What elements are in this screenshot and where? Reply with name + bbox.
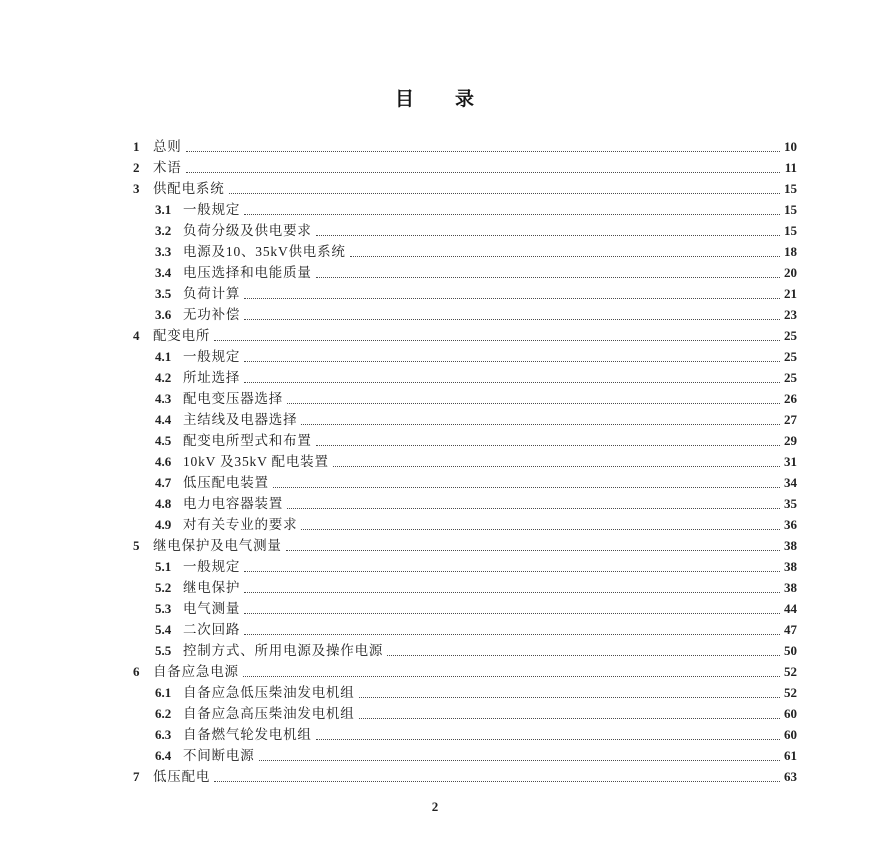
toc-entry-page: 15 [784, 202, 797, 217]
dotted-leader [287, 508, 780, 509]
toc-entry-label: 总则 [153, 139, 182, 154]
toc-entry-page: 60 [784, 727, 797, 742]
toc-entry-page: 38 [784, 580, 797, 595]
toc-entry-label: 自备应急高压柴油发电机组 [183, 706, 355, 721]
toc-entry-label: 电气测量 [183, 601, 241, 616]
toc-entry-page: 38 [784, 559, 797, 574]
toc-entry-label: 不间断电源 [183, 748, 255, 763]
toc-entry-page: 25 [784, 328, 797, 343]
toc-entry [133, 661, 797, 682]
toc-entry [133, 493, 797, 514]
toc-entry-label: 配变电所型式和布置 [183, 433, 312, 448]
toc-entry-page: 10 [784, 139, 797, 154]
toc-entry [133, 556, 797, 577]
toc-entry-label: 继电保护 [183, 580, 241, 595]
toc-entry-page: 61 [784, 748, 797, 763]
toc-entry [133, 346, 797, 367]
dotted-leader [286, 550, 780, 551]
toc-entry [133, 262, 797, 283]
toc-entry-number: 4.3 [155, 391, 172, 406]
toc-entry [133, 199, 797, 220]
toc-entry-page: 52 [784, 664, 797, 679]
toc-entry [133, 619, 797, 640]
toc-entry-label: 二次回路 [183, 622, 241, 637]
dotted-leader [316, 445, 780, 446]
dotted-leader [244, 361, 780, 362]
dotted-leader [333, 466, 780, 467]
toc-entry-page: 25 [784, 349, 797, 364]
toc-entry [133, 598, 797, 619]
dotted-leader [287, 403, 780, 404]
toc-entry-page: 26 [784, 391, 797, 406]
toc-entry-label: 低压配电 [153, 769, 211, 784]
toc-entry-number: 5.1 [155, 559, 172, 574]
toc-entry [133, 745, 797, 766]
dotted-leader [229, 193, 781, 194]
dotted-leader [244, 382, 780, 383]
dotted-leader [244, 298, 780, 299]
dotted-leader [350, 256, 780, 257]
dotted-leader [243, 676, 780, 677]
toc-entry [133, 577, 797, 598]
toc-entry-page: 44 [784, 601, 797, 616]
toc-entry-label: 术语 [153, 160, 182, 175]
toc-entry-page: 52 [784, 685, 797, 700]
toc-entry-number: 3.1 [155, 202, 172, 217]
dotted-leader [387, 655, 780, 656]
toc-entry-number: 4.2 [155, 370, 172, 385]
toc-entry-number: 3.2 [155, 223, 172, 238]
toc-entry-number: 4.6 [155, 454, 172, 469]
dotted-leader [316, 277, 780, 278]
dotted-leader [214, 781, 780, 782]
dotted-leader [359, 697, 780, 698]
dotted-leader [301, 424, 780, 425]
toc-entry-number: 6 [133, 664, 140, 679]
dotted-leader [244, 613, 780, 614]
toc-list [133, 136, 797, 787]
toc-entry [133, 241, 797, 262]
toc-entry-label: 控制方式、所用电源及操作电源 [183, 643, 384, 658]
toc-entry-label: 对有关专业的要求 [183, 517, 298, 532]
toc-entry [133, 766, 797, 787]
toc-entry-label: 无功补偿 [183, 307, 241, 322]
toc-entry-page: 29 [784, 433, 797, 448]
dotted-leader [359, 718, 780, 719]
toc-entry [133, 682, 797, 703]
toc-entry-page: 27 [784, 412, 797, 427]
toc-entry [133, 472, 797, 493]
toc-entry-page: 35 [784, 496, 797, 511]
dotted-leader [186, 172, 780, 173]
toc-entry-page: 23 [784, 307, 797, 322]
toc-entry-label: 配变电所 [153, 328, 211, 343]
toc-entry-number: 3.5 [155, 286, 172, 301]
dotted-leader [186, 151, 780, 152]
toc-entry [133, 367, 797, 388]
toc-entry [133, 640, 797, 661]
dotted-leader [316, 739, 780, 740]
toc-entry-number: 5.5 [155, 643, 172, 658]
toc-entry-number: 5.3 [155, 601, 172, 616]
toc-entry [133, 220, 797, 241]
toc-entry-label: 电压选择和电能质量 [183, 265, 312, 280]
toc-entry-number: 2 [133, 160, 140, 175]
toc-entry-page: 36 [784, 517, 797, 532]
toc-entry-number: 4.5 [155, 433, 172, 448]
toc-entry-number: 6.2 [155, 706, 172, 721]
toc-entry-page: 20 [784, 265, 797, 280]
toc-entry-page: 25 [784, 370, 797, 385]
toc-entry-page: 38 [784, 538, 797, 553]
toc-entry [133, 430, 797, 451]
toc-entry-label: 一般规定 [183, 202, 241, 217]
toc-entry [133, 724, 797, 745]
toc-entry-page: 21 [784, 286, 797, 301]
toc-entry-label: 电源及10、35kV供电系统 [183, 244, 346, 259]
toc-entry-number: 4.4 [155, 412, 172, 427]
dotted-leader [259, 760, 781, 761]
toc-entry-number: 4.7 [155, 475, 172, 490]
toc-entry [133, 304, 797, 325]
toc-entry-label: 自备应急电源 [153, 664, 239, 679]
toc-entry-number: 5.4 [155, 622, 172, 637]
toc-entry-label: 所址选择 [183, 370, 241, 385]
dotted-leader [273, 487, 780, 488]
toc-entry-number: 5.2 [155, 580, 172, 595]
toc-entry-label: 一般规定 [183, 559, 241, 574]
toc-entry [133, 388, 797, 409]
page-number: 2 [431, 799, 439, 814]
toc-entry-label: 主结线及电器选择 [183, 412, 298, 427]
toc-entry-number: 3 [133, 181, 140, 196]
toc-entry-label: 电力电容器装置 [183, 496, 284, 511]
toc-entry-number: 3.6 [155, 307, 172, 322]
toc-entry [133, 283, 797, 304]
toc-entry [133, 136, 797, 157]
toc-entry-label: 负荷分级及供电要求 [183, 223, 312, 238]
toc-entry-page: 34 [784, 475, 797, 490]
dotted-leader [244, 571, 780, 572]
toc-entry-label: 自备应急低压柴油发电机组 [183, 685, 355, 700]
toc-entry-label: 自备燃气轮发电机组 [183, 727, 312, 742]
toc-entry-number: 4.1 [155, 349, 172, 364]
dotted-leader [244, 319, 780, 320]
toc-entry [133, 451, 797, 472]
dotted-leader [244, 634, 780, 635]
toc-entry-label: 低压配电装置 [183, 475, 269, 490]
toc-entry-label: 10kV 及35kV 配电装置 [183, 454, 329, 469]
toc-entry-number: 4.9 [155, 517, 172, 532]
toc-entry [133, 178, 797, 199]
toc-entry [133, 157, 797, 178]
toc-entry-label: 供配电系统 [153, 181, 225, 196]
toc-entry-label: 负荷计算 [183, 286, 241, 301]
dotted-leader [214, 340, 780, 341]
dotted-leader [301, 529, 780, 530]
toc-entry-number: 7 [133, 769, 140, 784]
toc-entry-page: 31 [784, 454, 797, 469]
toc-entry-page: 47 [784, 622, 797, 637]
toc-entry [133, 325, 797, 346]
dotted-leader [316, 235, 780, 236]
toc-entry-page: 63 [784, 769, 797, 784]
toc-title: 目 录 [394, 89, 475, 110]
toc-entry-label: 一般规定 [183, 349, 241, 364]
toc-entry-number: 3.4 [155, 265, 172, 280]
toc-entry-number: 1 [133, 139, 140, 154]
toc-entry-number: 5 [133, 538, 140, 553]
toc-entry-number: 6.4 [155, 748, 172, 763]
toc-entry [133, 514, 797, 535]
toc-entry-page: 15 [784, 223, 797, 238]
toc-entry-page: 60 [784, 706, 797, 721]
toc-entry-page: 11 [784, 160, 797, 175]
toc-entry-number: 4.8 [155, 496, 172, 511]
toc-entry [133, 703, 797, 724]
toc-entry [133, 409, 797, 430]
toc-entry-label: 配电变压器选择 [183, 391, 284, 406]
toc-entry-number: 6.3 [155, 727, 172, 742]
dotted-leader [244, 214, 780, 215]
toc-entry-number: 6.1 [155, 685, 172, 700]
dotted-leader [244, 592, 780, 593]
toc-entry-page: 50 [784, 643, 797, 658]
toc-entry-label: 继电保护及电气测量 [153, 538, 282, 553]
toc-entry-page: 15 [784, 181, 797, 196]
toc-entry-page: 18 [784, 244, 797, 259]
toc-entry-number: 4 [133, 328, 140, 343]
toc-entry [133, 535, 797, 556]
toc-entry-number: 3.3 [155, 244, 172, 259]
